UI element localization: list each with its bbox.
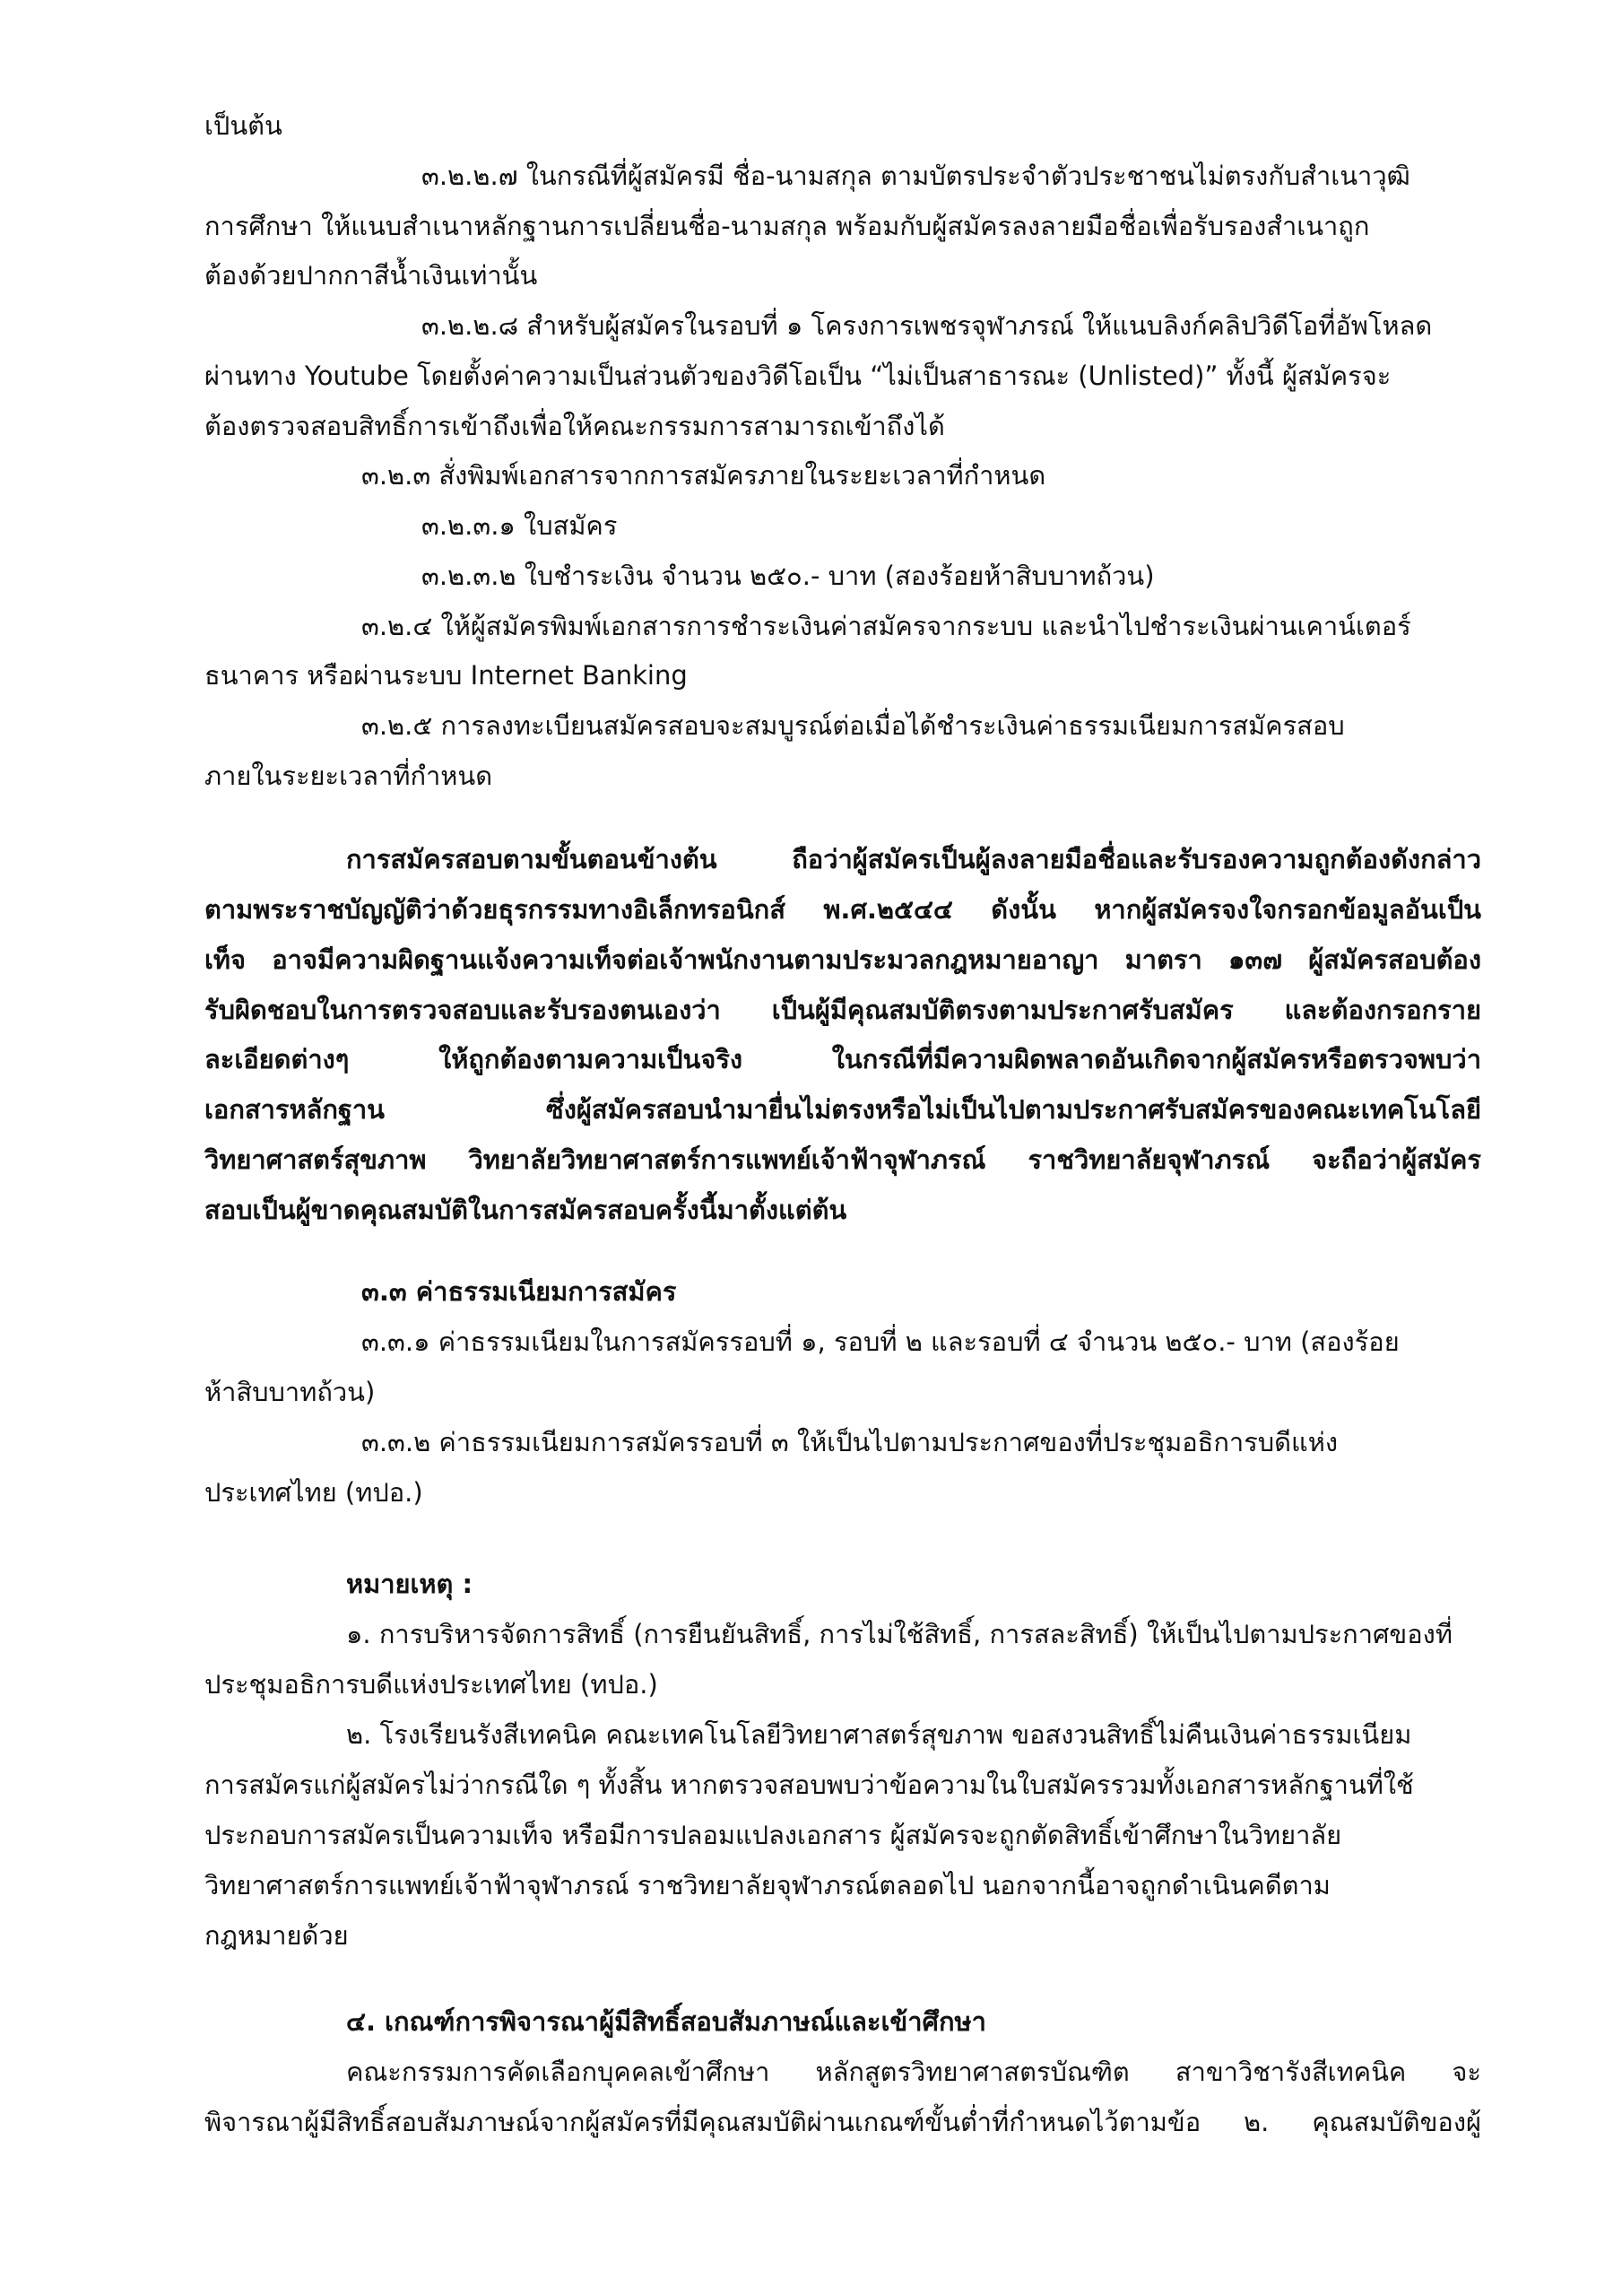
clause-3-2-3: ๓.๒.๓ สั่งพิมพ์เอกสารจากการสมัครภายในระยะเวลาที่กำหนด [361, 460, 1046, 491]
note-heading: หมายเหตุ : [346, 1569, 473, 1599]
text-segment: ซึ่งผู้สมัครสอบนำมายื่นไม่ตรงหรือไม่เป็นไปตามประกาศรับสมัครของคณะเทคโนโลยี [546, 1094, 1481, 1125]
text-line: ต้องด้วยปากกาสีน้ำเงินเท่านั้น [204, 260, 538, 291]
clause-3-2-2-8: ๓.๒.๒.๘ สำหรับผู้สมัครในรอบที่ ๑ โครงการเพชรจุฬาภรณ์ ให้แนบลิงก์คลิปวิดีโอที่อัพโหลด [421, 310, 1433, 341]
clause-3-3-2: ๓.๓.๒ ค่าธรรมเนียมการสมัครรอบที่ ๓ ให้เป็นไปตามประกาศของที่ประชุมอธิการบดีแห่ง [361, 1427, 1338, 1457]
bold-paragraph-line: รับผิดชอบในการตรวจสอบและรับรองตนเองว่า เป็นผู้มีคุณสมบัติตรงตามประกาศรับสมัคร และต้องกรอกราย [204, 995, 1481, 1025]
bold-paragraph-line: ตามพระราชบัญญัติว่าด้วยธุรกรรมทางอิเล็กทรอนิกส์ พ.ศ.๒๕๔๔ ดังนั้น หากผู้สมัครจงใจกรอกข้อมูลอันเป็น [204, 894, 1481, 925]
text-segment: จะ [1452, 2057, 1481, 2087]
text-line: เป็นต้น [204, 110, 282, 141]
section-heading-4: ๔. เกณฑ์การพิจารณาผู้มีสิทธิ์สอบสัมภาษณ์และเข้าศึกษา [346, 2006, 986, 2037]
text-segment: เอกสารหลักฐาน [204, 1094, 386, 1125]
text-line: วิทยาศาสตร์การแพทย์เจ้าฟ้าจุฬาภรณ์ ราชวิทยาลัยจุฬาภรณ์ตลอดไป นอกจากนี้อาจถูกดำเนินคดีตาม [204, 1870, 1331, 1900]
paragraph-line [346, 2047, 1481, 2097]
text-line: ภายในระยะเวลาที่กำหนด [204, 761, 493, 791]
bold-paragraph-line: เท็จ อาจมีความผิดฐานแจ้งความเท็จต่อเจ้าพนักงานตามประมวลกฎหมายอาญา มาตรา ๑๓๗ ผู้สมัครสอบต้อง [204, 944, 1481, 975]
bold-paragraph-line: สอบเป็นผู้ขาดคุณสมบัติในการสมัครสอบครั้งนี้มาตั้งแต่ต้น [204, 1195, 847, 1225]
bold-paragraph-line: การสมัครสอบตามขั้นตอนข้างต้น ถือว่าผู้สมัครเป็นผู้ลงลายมือชื่อและรับรองความถูกต้องดังกล่าว [346, 844, 1481, 874]
clause-3-3-1: ๓.๓.๑ ค่าธรรมเนียมในการสมัครรอบที่ ๑, รอบที่ ๒ และรอบที่ ๔ จำนวน ๒๕๐.- บาท (สองร้อย [361, 1326, 1400, 1357]
bold-paragraph-line [204, 1034, 1481, 1084]
clause-3-2-5: ๓.๒.๕ การลงทะเบียนสมัครสอบจะสมบูรณ์ต่อเมื่อได้ชำระเงินค่าธรรมเนียมการสมัครสอบ [361, 710, 1345, 741]
clause-3-2-3-1: ๓.๒.๓.๑ ใบสมัคร [421, 510, 618, 541]
text-line: ธนาคาร หรือผ่านระบบ Internet Banking [204, 660, 688, 691]
bold-paragraph-line: วิทยาศาสตร์สุขภาพ วิทยาลัยวิทยาศาสตร์การแพทย์เจ้าฟ้าจุฬาภรณ์ ราชวิทยาลัยจุฬาภรณ์ จะถือว่าผู้สมัคร [204, 1144, 1481, 1175]
clause-3-2-2-7: ๓.๒.๒.๗ ในกรณีที่ผู้สมัครมี ชื่อ-นามสกุล ตามบัตรประจำตัวประชาชนไม่ตรงกับสำเนาวุฒิ [421, 161, 1410, 191]
text-segment: สาขาวิชารังสีเทคนิค [1175, 2057, 1407, 2087]
text-segment: ในกรณีที่มีความผิดพลาดอันเกิดจากผู้สมัครหรือตรวจพบว่า [831, 1044, 1481, 1074]
text-line: การสมัครแก่ผู้สมัครไม่ว่ากรณีใด ๆ ทั้งสิ้น หากตรวจสอบพบว่าข้อความในใบสมัครรวมทั้งเอกสารหลักฐานที่ใช้ [204, 1770, 1414, 1800]
text-line: การศึกษา ให้แนบสำเนาหลักฐานการเปลี่ยนชื่อ-นามสกุล พร้อมกับผู้สมัครลงลายมือชื่อเพื่อรับรองสำเนาถูก [204, 211, 1370, 241]
text-segment: ให้ถูกต้องตามความเป็นจริง [438, 1044, 743, 1074]
clause-3-2-3-2: ๓.๒.๓.๒ ใบชำระเงิน จำนวน ๒๕๐.- บาท (สองร้อยห้าสิบบาทถ้วน) [421, 561, 1155, 591]
note-item-2: ๒. โรงเรียนรังสีเทคนิค คณะเทคโนโลยีวิทยาศาสตร์สุขภาพ ขอสงวนสิทธิ์ไม่คืนเงินค่าธรรมเนียม [346, 1719, 1412, 1750]
text-line: ห้าสิบบาทถ้วน) [204, 1377, 376, 1407]
text-segment: หลักสูตรวิทยาศาสตรบัณฑิต [815, 2057, 1130, 2087]
note-item-1: ๑. การบริหารจัดการสิทธิ์ (การยืนยันสิทธิ์, การไม่ใช้สิทธิ์, การสละสิทธิ์) ให้เป็นไปตามประกาศของที่ [346, 1619, 1453, 1649]
text-line: ต้องตรวจสอบสิทธิ์การเข้าถึงเพื่อให้คณะกรรมการสามารถเข้าถึงได้ [204, 411, 945, 441]
text-line: กฎหมายด้วย [204, 1920, 349, 1951]
text-line: ประชุมอธิการบดีแห่งประเทศไทย (ทปอ.) [204, 1669, 658, 1700]
clause-3-2-4: ๓.๒.๔ ให้ผู้สมัครพิมพ์เอกสารการชำระเงินค่าสมัครจากระบบ และนำไปชำระเงินผ่านเคาน์เตอร์ [361, 611, 1411, 641]
section-heading-3-3: ๓.๓ ค่าธรรมเนียมการสมัคร [361, 1276, 677, 1307]
paragraph-line: พิจารณาผู้มีสิทธิ์สอบสัมภาษณ์จากผู้สมัครที่มีคุณสมบัติผ่านเกณฑ์ขั้นต่ำที่กำหนดไว้ตามข้อ ๒. คุณสมบัติของผู้ [204, 2107, 1481, 2137]
text-segment: ละเอียดต่างๆ [204, 1044, 350, 1074]
bold-paragraph-line [204, 1084, 1481, 1135]
text-segment: คณะกรรมการคัดเลือกบุคคลเข้าศึกษา [346, 2057, 770, 2087]
text-line: ประกอบการสมัครเป็นความเท็จ หรือมีการปลอมแปลงเอกสาร ผู้สมัครจะถูกตัดสิทธิ์เข้าศึกษาในวิทยาลัย [204, 1820, 1342, 1850]
text-line: ผ่านทาง Youtube โดยตั้งค่าความเป็นส่วนตัวของวิดีโอเป็น “ไม่เป็นสาธารณะ (Unlisted)” ทั้งนี้ ผู้สมัครจะ [204, 361, 1392, 391]
text-line: ประเทศไทย (ทปอ.) [204, 1477, 423, 1508]
